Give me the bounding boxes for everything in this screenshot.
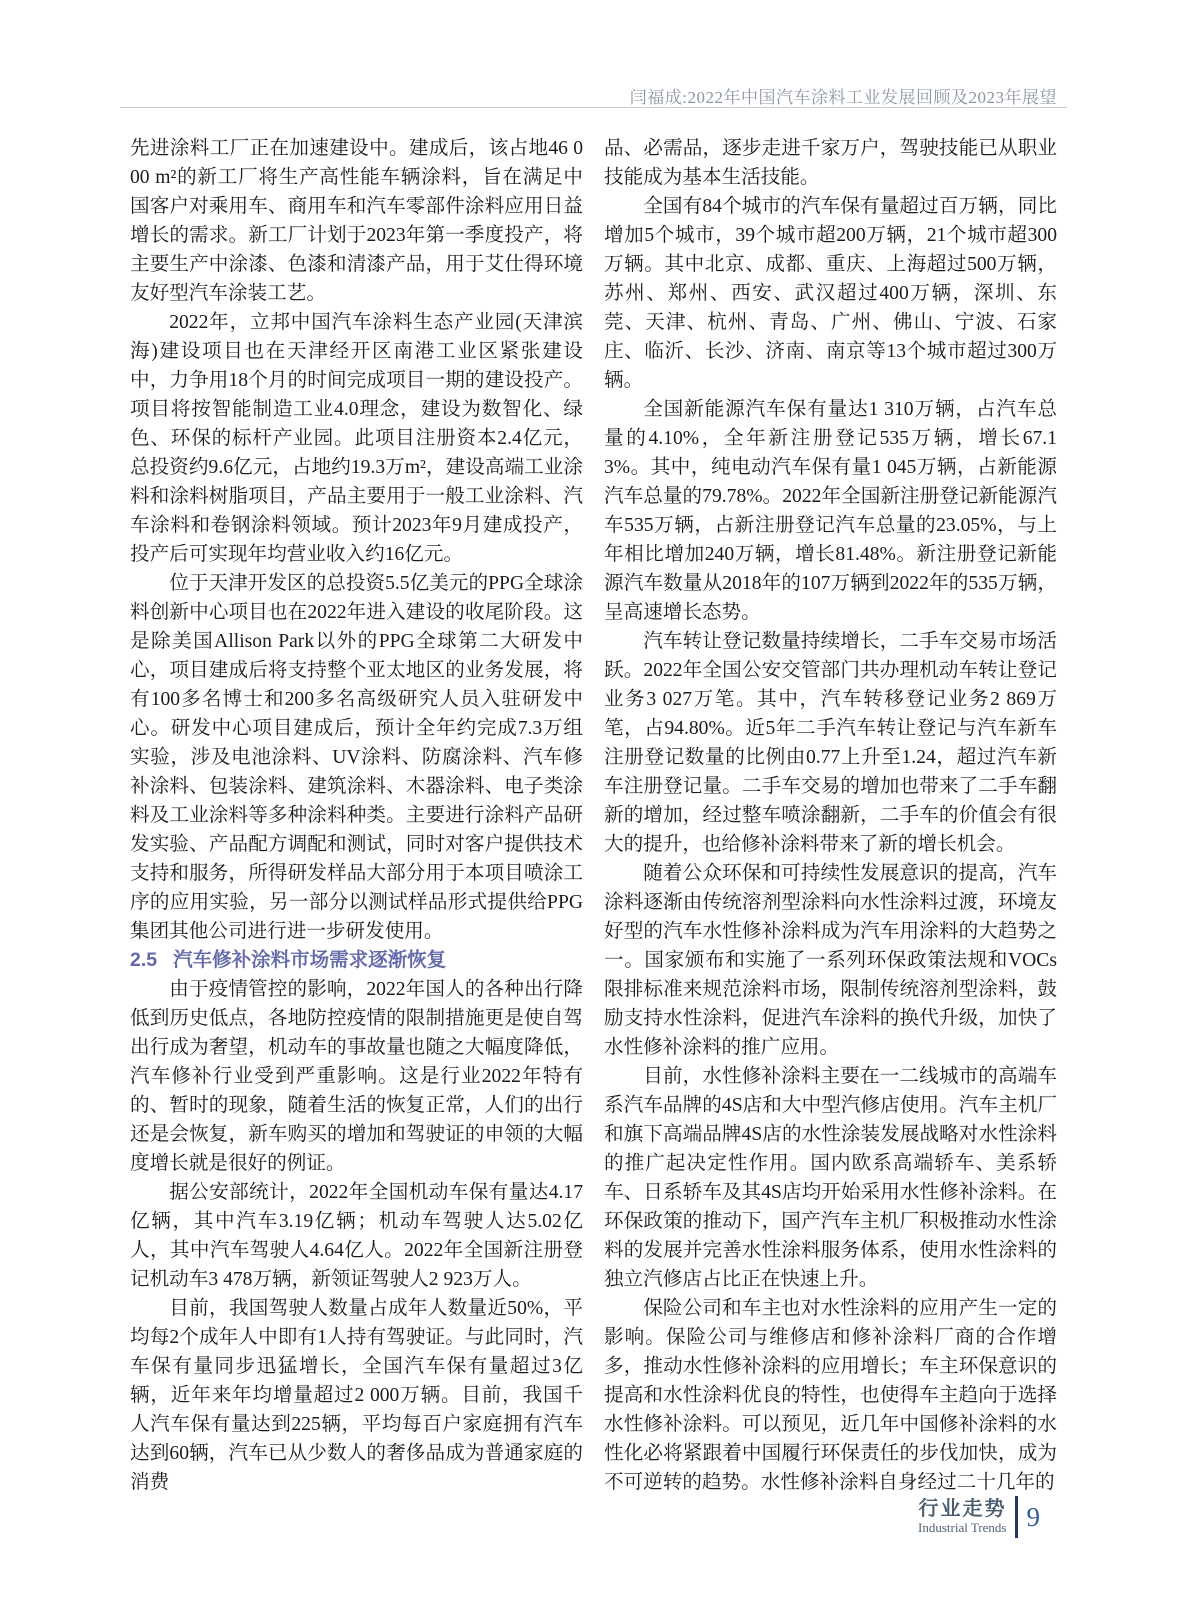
section-heading bbox=[130, 946, 583, 975]
paragraph: 随着公众环保和可持续性发展意识的提高，汽车涂料逐渐由传统溶剂型涂料向水性涂料过渡，环境友好型的汽车水性修补涂料成为汽车用涂料的大趋势之一。国家颁布和实施了一系列环保政策法规和VOCs限排标准来规范涂料市场，限制传统溶剂型涂料，鼓励支持水性涂料，促进汽车涂料的换代升级，加快了水性修补涂料的推广应用。 bbox=[604, 863, 1057, 1058]
paragraph: 保险公司和车主也对水性涂料的应用产生一定的影响。保险公司与维修店和修补涂料厂商的合作增多，推动水性修补涂料的应用增长；车主环保意识的提高和水性涂料优良的特性，也使得车主趋向于选择水性修补涂料。可以预见，近几年中国修补涂料的水性化必将紧跟着中国履行环保责任的步伐加快，成为不可逆转的趋势。水性修补涂料自身经过二十几年的 bbox=[604, 1298, 1057, 1493]
paragraph: 据公安部统计，2022年全国机动车保有量达4.17亿辆，其中汽车3.19亿辆；机动车驾驶人达5.02亿人，其中汽车驾驶人4.64亿人。2022年全国新注册登记机动车3 478万辆，新领证驾驶人2 923万人。 bbox=[130, 1182, 583, 1290]
body-columns bbox=[130, 134, 1058, 1497]
running-head: 闫福成:2022年中国汽车涂料工业发展回顾及2023年展望 bbox=[629, 88, 1057, 107]
footer-divider bbox=[1015, 1496, 1018, 1538]
paragraph: 全国新能源汽车保有量达1 310万辆，占汽车总量的4.10%，全年新注册登记535万辆，增长67.13%。其中，纯电动汽车保有量1 045万辆，占新能源汽车总量的79.78%。2022年全国新注册登记新能源汽车535万辆，占新注册登记汽车总量的23.05%，与上年相比增加240万辆，增长81.48%。新注册登记新能源汽车数量从2018年的107万辆到2022年的535万辆，呈高速增长态势。 bbox=[604, 399, 1057, 623]
paragraph: 位于天津开发区的总投资5.5亿美元的PPG全球涂料创新中心项目也在2022年进入建设的收尾阶段。这是除美国Allison Park以外的PPG全球第二大研发中心，项目建成后将支持整个亚太地区的业务发展，将有100多名博士和200多名高级研究人员入驻研发中心。研发中心项目建成后，预计全年约完成7.3万组实验，涉及电池涂料、UV涂料、防腐涂料、汽车修补涂料、包装涂料、建筑涂料、木器涂料、电子类涂料及工业涂料等多种涂料种类。主要进行涂料产品研发实验、产品配方调配和测试，同时对客户提供技术支持和服务，所得研发样品大部分用于本项目喷涂工序的应用实验，另一部分以测试样品形式提供给PPG集团其他公司进行进一步研发使用。 bbox=[130, 573, 583, 942]
left-column bbox=[130, 134, 583, 1497]
paragraph: 由于疫情管控的影响，2022年国人的各种出行降低到历史低点，各地防控疫情的限制措施更是使自驾出行成为奢望，机动车的事故量也随之大幅度降低，汽车修补行业受到严重影响。这是行业2022年特有的、暂时的现象，随着生活的恢复正常，人们的出行还是会恢复，新车购买的增加和驾驶证的申领的大幅度增长就是很好的例证。 bbox=[130, 979, 583, 1174]
header-rule bbox=[120, 107, 1067, 108]
footer-labels bbox=[918, 1498, 1006, 1536]
paragraph: 品、必需品，逐步走进千家万户，驾驶技能已从职业技能成为基本生活技能。 bbox=[604, 138, 1057, 188]
paragraph: 汽车转让登记数量持续增长，二手车交易市场活跃。2022年全国公安交管部门共办理机动车转让登记业务3 027万笔。其中，汽车转移登记业务2 869万笔，占94.80%。近5年二手汽车转让登记与汽车新车注册登记数量的比例由0.77上升至1.24，超过汽车新车注册登记量。二手车交易的增加也带来了二手车翻新的增加，经过整车喷涂翻新，二手车的价值会有很大的提升，也给修补涂料带来了新的增长机会。 bbox=[604, 631, 1057, 855]
paragraph: 先进涂料工厂正在加速建设中。建成后，该占地46 000 m²的新工厂将生产高性能车辆涂料，旨在满足中国客户对乘用车、商用车和汽车零部件涂料应用日益增长的需求。新工厂计划于2023年第一季度投产，将主要生产中涂漆、色漆和清漆产品，用于艾仕得环境友好型汽车涂装工艺。 bbox=[130, 138, 583, 304]
paragraph: 目前，我国驾驶人数量占成年人数量近50%，平均每2个成年人中即有1人持有驾驶证。与此同时，汽车保有量同步迅猛增长，全国汽车保有量超过3亿辆，近年来年均增量超过2 000万辆。目前，我国千人汽车保有量达到225辆，平均每百户家庭拥有汽车达到60辆，汽车已从少数人的奢侈品成为普通家庭的消费 bbox=[130, 1298, 583, 1493]
footer-section-label-en: Industrial Trends bbox=[918, 1520, 1007, 1535]
paragraph: 目前，水性修补涂料主要在一二线城市的高端车系汽车品牌的4S店和大中型汽修店使用。汽车主机厂和旗下高端品牌4S店的水性涂装发展战略对水性涂料的推广起决定性作用。国内欧系高端轿车、美系轿车、日系轿车及其4S店均开始采用水性修补涂料。在环保政策的推动下，国产汽车主机厂积极推动水性涂料的发展并完善水性涂料服务体系，使用水性涂料的独立汽修店占比正在快速上升。 bbox=[604, 1066, 1057, 1290]
footer-section-label-cn: 行业走势 bbox=[918, 1498, 1007, 1520]
section-title: 汽车修补涂料市场需求逐渐恢复 bbox=[173, 949, 447, 971]
paragraph: 2022年，立邦中国汽车涂料生态产业园(天津滨海)建设项目也在天津经开区南港工业区紧张建设中，力争用18个月的时间完成项目一期的建设投产。项目将按智能制造工业4.0理念，建设为数智化、绿色、环保的标杆产业园。此项目注册资本2.4亿元，总投资约9.6亿元，占地约19.3万m²，建设高端工业涂料和涂料树脂项目，产品主要用于一般工业涂料、汽车涂料和卷钢涂料领域。预计2023年9月建成投产，投产后可实现年均营业收入约16亿元。 bbox=[130, 312, 583, 565]
page-number: 9 bbox=[1026, 1502, 1040, 1532]
paragraph: 全国有84个城市的汽车保有量超过百万辆，同比增加5个城市，39个城市超200万辆，21个城市超300万辆。其中北京、成都、重庆、上海超过500万辆，苏州、郑州、西安、武汉超过400万辆，深圳、东莞、天津、杭州、青岛、广州、佛山、宁波、石家庄、临沂、长沙、济南、南京等13个城市超过300万辆。 bbox=[604, 196, 1057, 391]
section-number: 2.5 bbox=[130, 949, 158, 971]
page-footer bbox=[918, 1496, 1040, 1538]
right-column bbox=[604, 134, 1057, 1497]
